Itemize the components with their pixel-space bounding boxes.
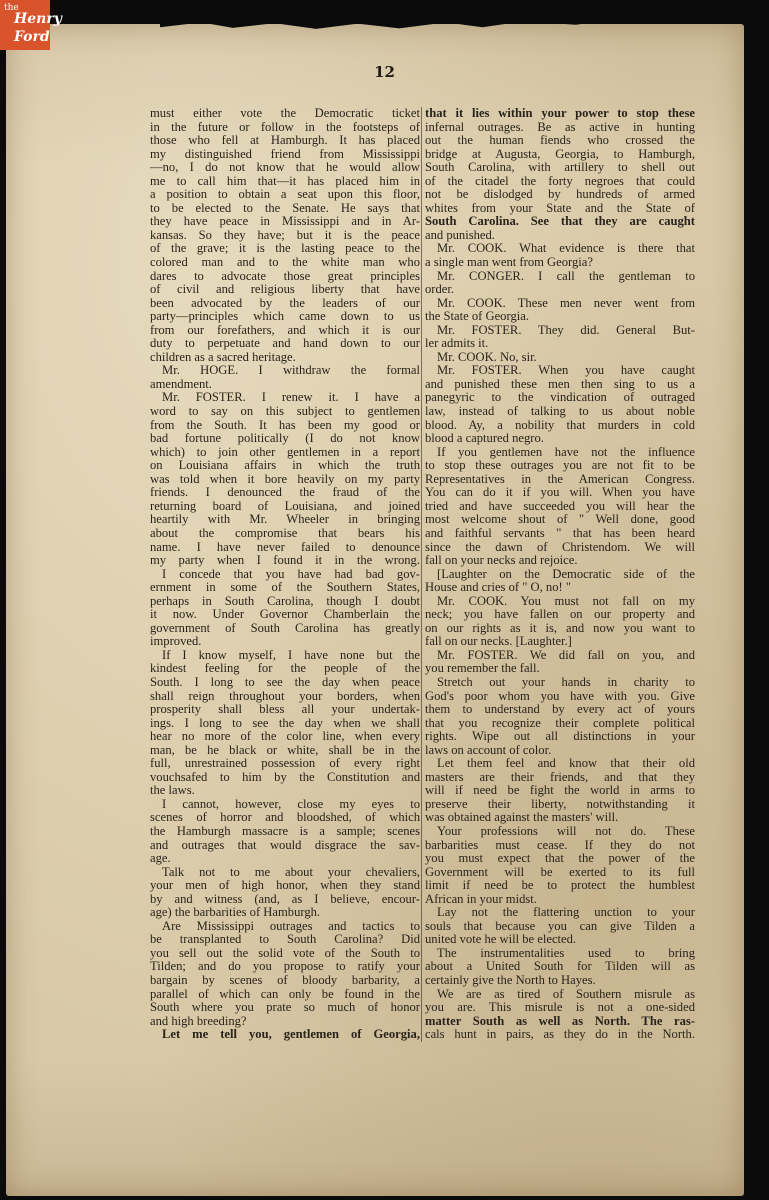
text-line: and punished. bbox=[425, 228, 495, 242]
text-line: man, be he black or white, shall be in the bbox=[150, 743, 420, 757]
text-line: those who fell at Hamburgh. It has placed bbox=[150, 134, 420, 148]
text-line: the laws. bbox=[150, 784, 195, 798]
text-line: Mr. FOSTER. They did. General But- bbox=[437, 323, 695, 337]
page-number: 12 bbox=[374, 63, 395, 81]
text-line: fall on our necks. [Laughter.] bbox=[425, 635, 572, 649]
text-line: parallel of which can only be found in the bbox=[150, 987, 420, 1001]
text-line: I cannot, however, close my eyes to bbox=[162, 797, 420, 811]
text-line: and high breeding? bbox=[150, 1014, 247, 1028]
text-line: colored man and to the white man who bbox=[150, 256, 420, 270]
text-line: me to call him that—it has placed him in bbox=[150, 174, 420, 188]
text-line: name. I have never failed to denounce bbox=[150, 540, 420, 554]
text-line: be transplanted to South Carolina? Did bbox=[150, 933, 420, 947]
text-line: on Louisiana affairs in which the truth bbox=[150, 459, 420, 473]
text-line: age) the barbarities of Hamburgh. bbox=[150, 906, 321, 920]
text-line: ernment in some of the Southern States, bbox=[150, 581, 420, 595]
logo-ford: Ford bbox=[14, 29, 50, 45]
text-line: If you gentlemen have not the influence bbox=[437, 445, 695, 459]
text-line: out the human fiends who crossed the bbox=[425, 134, 695, 148]
text-line: vouchsafed to him by the Constitution and bbox=[150, 770, 420, 784]
text-line: laws on account of color. bbox=[425, 743, 552, 757]
text-line: South Carolina, with artillery to shell out bbox=[425, 161, 695, 175]
text-line: Tilden; and do you propose to ratify your bbox=[150, 960, 420, 974]
text-line: by and witness (and, as I believe, encour- bbox=[150, 892, 420, 906]
text-line: order. bbox=[425, 283, 455, 297]
text-line: been advocated by the leaders of our bbox=[150, 296, 420, 310]
text-line: my party when I found it in the wrong. bbox=[150, 554, 420, 568]
text-line: Mr. COOK. No, sir. bbox=[437, 350, 537, 364]
text-line: will if need be fight the world in arms to bbox=[425, 784, 695, 798]
text-line: The instrumentalities used to bring bbox=[437, 946, 695, 960]
text-line: Mr. COOK. What evidence is there that bbox=[437, 242, 695, 256]
text-line: dares to advocate those great principles bbox=[150, 269, 420, 283]
text-line: law, instead of talking to us about noble bbox=[425, 405, 695, 419]
text-line: South Carolina. See that they are caught bbox=[425, 215, 695, 229]
text-line: party—principles which came down to us bbox=[150, 310, 420, 324]
text-line: was obtained against the masters' will. bbox=[425, 811, 619, 825]
text-line: [Laughter on the Democratic side of the bbox=[437, 567, 695, 581]
text-line: kindest feeling for the people of the bbox=[150, 662, 420, 676]
text-line: to be elected to the Senate. He says that bbox=[150, 201, 420, 215]
text-line: blood. Ay, a nobility that murders in cold bbox=[425, 418, 695, 432]
text-line: about the compromise that bears his bbox=[150, 526, 420, 540]
text-line: prosperity shall bless all your undertak- bbox=[150, 703, 420, 717]
text-line: South. I long to see the day when peace bbox=[150, 675, 420, 689]
text-line: scenes of horror and bloodshed, of which bbox=[150, 811, 420, 825]
text-line: preserve their liberty, notwithstanding it bbox=[425, 797, 695, 811]
text-line: my distinguished friend from Mississippi bbox=[150, 147, 420, 161]
text-line: House and cries of " O, no! " bbox=[425, 581, 571, 595]
text-line: it now. Under Governor Chamberlain the bbox=[150, 608, 420, 622]
text-line: If I know myself, I have none but the bbox=[162, 648, 420, 662]
text-line: Representatives in the American Congress. bbox=[425, 472, 695, 486]
text-line: tried and have succeeded you will hear the bbox=[425, 499, 695, 513]
text-line: Lay not the flattering unction to your bbox=[437, 906, 695, 920]
text-line: they have peace in Mississippi and in Ar- bbox=[150, 215, 420, 229]
henry-ford-logo bbox=[0, 0, 62, 50]
text-line: shall reign throughout your borders, when bbox=[150, 689, 420, 703]
text-line: perhaps in South Carolina, though I doubt bbox=[150, 594, 420, 608]
text-line: your men of high honor, when they stand bbox=[150, 879, 420, 893]
text-line: a position to obtain a seat upon this floor, bbox=[150, 188, 420, 202]
text-line: Your professions will not do. These bbox=[437, 824, 695, 838]
right-text-column bbox=[425, 107, 695, 1042]
text-line: Are Mississippi outrages and tactics to bbox=[162, 919, 420, 933]
text-line: ings. I long to see the day when we shall bbox=[150, 716, 420, 730]
text-line: whites from your State and the State of bbox=[425, 201, 695, 215]
text-line: returning board of Louisiana, and joined bbox=[150, 499, 420, 513]
text-line: you must expect that the power of the bbox=[425, 852, 695, 866]
text-line: I concede that you have had bad gov- bbox=[162, 567, 420, 581]
text-line: Mr. CONGER. I call the gentleman to bbox=[437, 269, 695, 283]
text-line: full, unrestrained possession of every right bbox=[150, 757, 420, 771]
left-text-column bbox=[150, 107, 420, 1042]
text-line: rights. Wipe out all distinctions in your bbox=[425, 730, 695, 744]
text-line: on our rights as it is, and now you want to bbox=[425, 621, 695, 635]
text-line: Talk not to me about your chevaliers, bbox=[162, 865, 420, 879]
logo-henry: Henry bbox=[14, 11, 62, 27]
text-line: was told when it bore heavily on my party bbox=[150, 472, 420, 486]
text-line: to stop these outrages you are not fit to be bbox=[425, 459, 695, 473]
text-line: since the dawn of Christendom. We will bbox=[425, 540, 695, 554]
text-line: Mr. FOSTER. We did fall on you, and bbox=[437, 648, 695, 662]
text-line: a single man went from Georgia? bbox=[425, 256, 593, 270]
text-line: Mr. FOSTER. I renew it. I have a bbox=[162, 391, 420, 405]
text-line: that you recognize their complete political bbox=[425, 716, 695, 730]
text-line: certainly give the North to Hayes. bbox=[425, 974, 596, 987]
text-line: and punished these men then sing to us a bbox=[425, 377, 695, 391]
text-line: you are. This misrule is not a one-sided bbox=[425, 1001, 695, 1015]
text-line: them to understand by every act of yours bbox=[425, 703, 695, 717]
text-line: united vote he will be elected. bbox=[425, 933, 577, 947]
text-line: infernal outrages. Be as active in hunting bbox=[425, 120, 695, 134]
text-line: the State of Georgia. bbox=[425, 310, 529, 324]
text-line: limit if need be to protect the humblest bbox=[425, 879, 695, 893]
text-line: friends. I denounced the fraud of the bbox=[150, 486, 420, 500]
text-line: improved. bbox=[150, 635, 202, 649]
text-line: Government will be exerted to its full bbox=[425, 865, 695, 879]
text-line: South where you prate so much of honor bbox=[150, 1001, 420, 1015]
text-line: Let them feel and know that their old bbox=[437, 757, 695, 771]
text-line: bargain by scenes of bloody barbarity, a bbox=[150, 974, 420, 987]
text-line: Mr. COOK. These men never went from bbox=[437, 296, 695, 310]
text-line: of the citadel the forty negroes that could bbox=[425, 174, 695, 188]
text-line: souls that because you can give Tilden a bbox=[425, 919, 695, 933]
text-line: African in your midst. bbox=[425, 892, 537, 906]
text-line: blood a captured negro. bbox=[425, 432, 544, 446]
text-line: and outrages that would disgrace the sav- bbox=[150, 838, 420, 852]
text-line: children as a sacred heritage. bbox=[150, 350, 296, 364]
text-line: amendment. bbox=[150, 377, 212, 391]
text-line: heartily with Mr. Wheeler in bringing bbox=[150, 513, 420, 527]
text-line: We are as tired of Southern misrule as bbox=[437, 987, 695, 1001]
text-line: ler admits it. bbox=[425, 337, 489, 351]
text-line: fall on your necks and rejoice. bbox=[425, 554, 578, 568]
text-line: must either vote the Democratic ticket bbox=[150, 107, 420, 120]
text-line: that it lies within your power to stop these bbox=[425, 107, 695, 120]
text-line: You can do it if you will. When you have bbox=[425, 486, 695, 500]
text-line: most welcome shout of " Well done, good bbox=[425, 513, 695, 527]
text-line: bad fortune politically (I do not know bbox=[150, 432, 420, 446]
column-divider bbox=[421, 107, 422, 1042]
text-line: Mr. HOGE. I withdraw the formal bbox=[162, 364, 420, 378]
text-line: you remember the fall. bbox=[425, 662, 540, 676]
text-line: Mr. FOSTER. When you have caught bbox=[437, 364, 695, 378]
text-line: matter South as well as North. The ras- bbox=[425, 1014, 695, 1028]
text-line: of the grave; it is the lasting peace to the bbox=[150, 242, 420, 256]
text-line: from the South. It has been my good or bbox=[150, 418, 420, 432]
text-line: duty to perpetuate and hand down to our bbox=[150, 337, 420, 351]
text-line: masters are their friends, and that they bbox=[425, 770, 695, 784]
text-line: age. bbox=[150, 852, 171, 866]
logo-the: the bbox=[4, 3, 19, 13]
text-line: barbarities must cease. If they do not bbox=[425, 838, 695, 852]
text-line: the Hamburgh massacre is a sample; scenes bbox=[150, 824, 420, 838]
text-line: which) to join other gentlemen in a report bbox=[150, 445, 420, 459]
text-line: bridge at Augusta, Georgia, to Hamburgh, bbox=[425, 147, 695, 161]
text-line: and faithful servants " that has been heard bbox=[425, 526, 695, 540]
text-line: in the future or follow in the footsteps of bbox=[150, 120, 420, 134]
text-line: about a United South for Tilden will as bbox=[425, 960, 695, 974]
text-line: of civil and religious liberty that have bbox=[150, 283, 420, 297]
text-line: Mr. COOK. You must not fall on my bbox=[437, 594, 695, 608]
text-line: government of South Carolina has greatly bbox=[150, 621, 420, 635]
text-line: from our forefathers, and which it is our bbox=[150, 323, 420, 337]
text-line: word to say on this subject to gentlemen bbox=[150, 405, 420, 419]
text-line: panegyric to the vindication of outraged bbox=[425, 391, 695, 405]
text-line: Let me tell you, gentlemen of Georgia, bbox=[162, 1028, 420, 1042]
text-line: you sell out the solid vote of the South to bbox=[150, 946, 420, 960]
text-line: kansas. So they have; but it is the peace bbox=[150, 228, 420, 242]
text-line: not be dislodged by hundreds of armed bbox=[425, 188, 695, 202]
text-line: Stretch out your hands in charity to bbox=[437, 675, 695, 689]
text-line: —no, I do not know that he would allow bbox=[150, 161, 420, 175]
text-line: hear no more of the color line, when every bbox=[150, 730, 420, 744]
text-line: God's poor whom you have with you. Give bbox=[425, 689, 695, 703]
text-line: cals hunt in pairs, as they do in the North. bbox=[425, 1028, 695, 1042]
text-line: neck; you have fallen on our property and bbox=[425, 608, 695, 622]
